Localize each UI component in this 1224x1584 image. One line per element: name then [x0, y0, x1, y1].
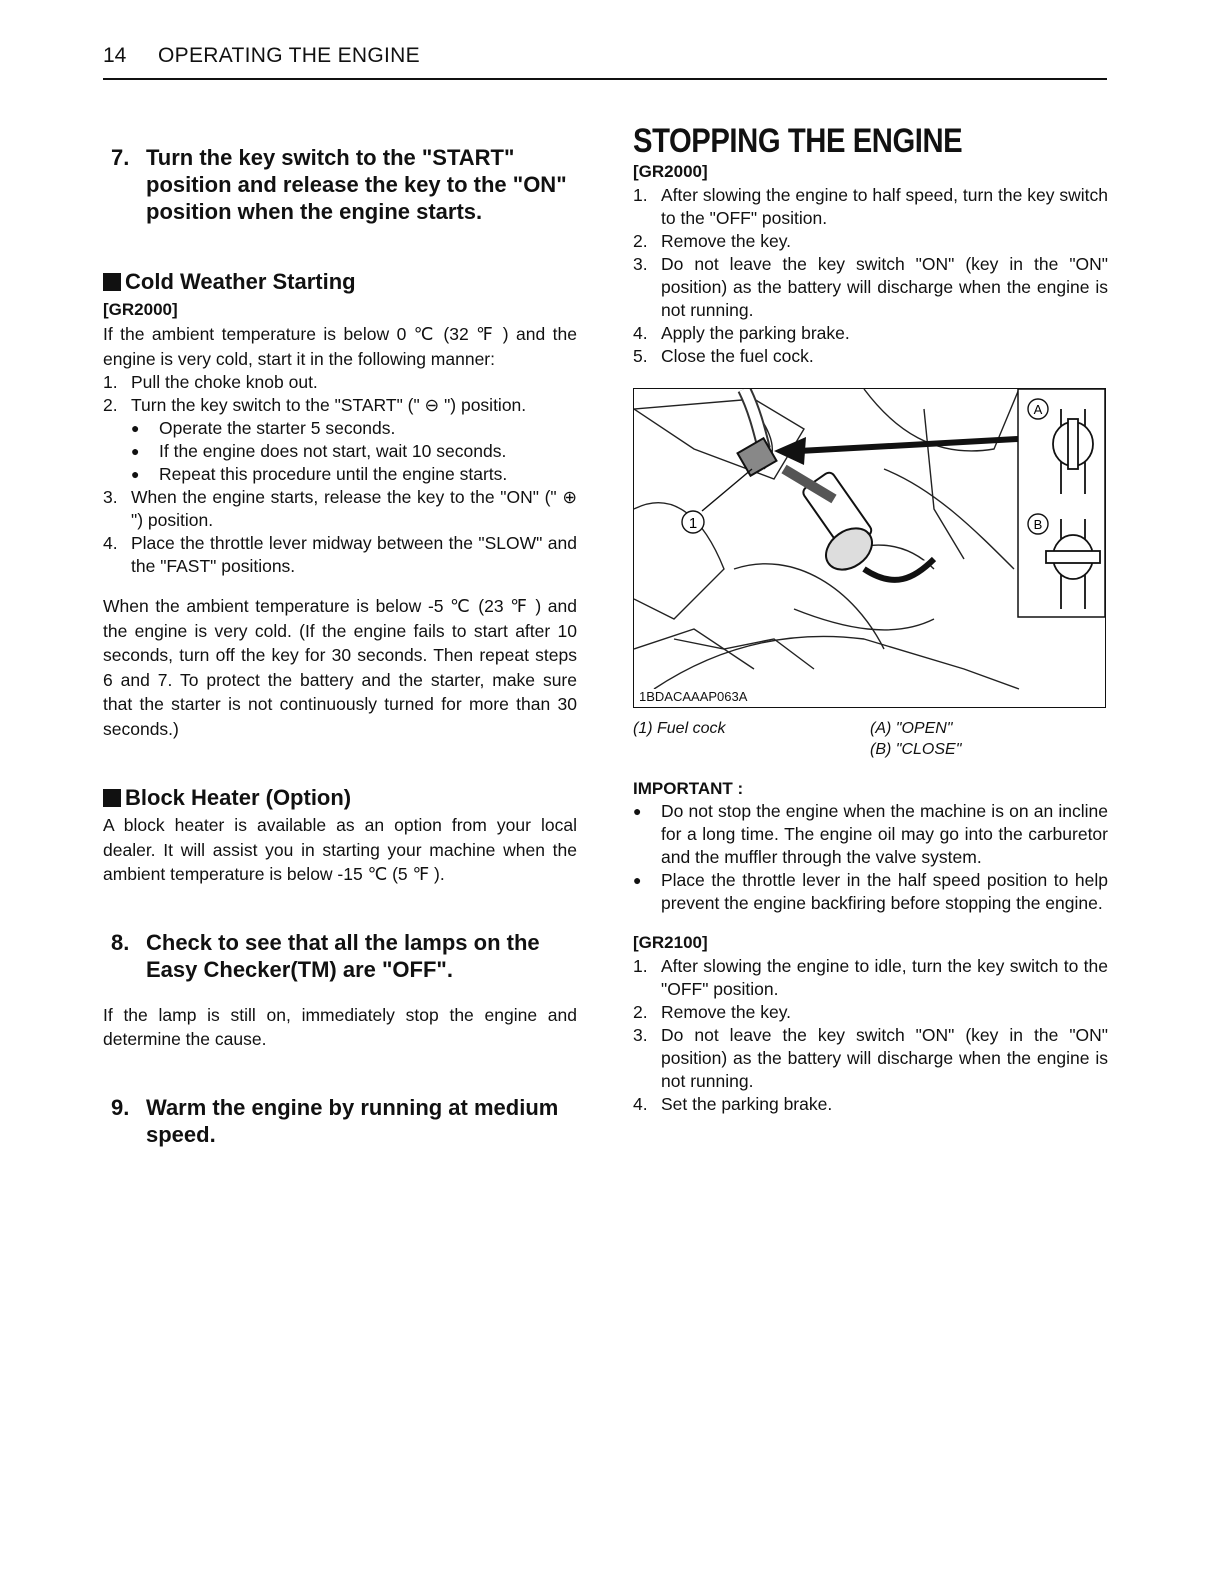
bullet-dot-icon: ● — [131, 443, 140, 459]
important-item: ● Place the throttle lever in the half speed position to help prevent the engine backfiring before stopping the engine. — [633, 870, 1108, 913]
bullet-dot-icon: ● — [633, 872, 642, 888]
running-title: OPERATING THE ENGINE — [158, 44, 420, 67]
model-tag: [GR2000] — [103, 300, 178, 319]
list-item: 3. Do not leave the key switch "ON" (key in the "ON" position) as the battery will discharge when the engine is not running. — [633, 254, 1108, 320]
label-a: A — [1033, 402, 1043, 417]
model-tag: [GR2000] — [633, 162, 708, 181]
list-item: 1. After slowing the engine to half speed, turn the key switch to the "OFF" position. — [633, 185, 1108, 228]
label-b: B — [1033, 517, 1043, 532]
cold-weather-heading: Cold Weather Starting — [103, 269, 577, 295]
step-8: 8. Check to see that all the lamps on the Easy Checker(TM) are "OFF". — [111, 929, 540, 982]
cold-steps — [103, 371, 577, 578]
stop-steps-gr2000 — [633, 184, 1108, 368]
page-header — [103, 42, 1107, 80]
list-item: 4. Place the throttle lever midway between the "SLOW" and the "FAST" positions. — [103, 533, 577, 576]
list-item: 2. Remove the key. — [633, 231, 792, 251]
bullet-item: ● Repeat this procedure until the engine starts. — [131, 464, 508, 484]
fuel-cock-figure — [633, 388, 1106, 708]
bullet-item: ● If the engine does not start, wait 10 seconds. — [131, 441, 507, 461]
square-bullet-icon — [103, 273, 121, 291]
list-item: 2. Turn the key switch to the "START" (" ⊖ ") position. — [103, 395, 527, 415]
cold-note: When the ambient temperature is below -5 ℃ (23 ℉ ) and the engine is very cold. (If the engine fails to start after 10 seconds, turn off the key for 30 seconds. Then repeat steps 6 and 7. To protect the battery and the starter, make sure that the starter is not continuously turned for more than 30 seconds.) — [103, 596, 577, 739]
bullet-dot-icon: ● — [131, 466, 140, 482]
list-item: 1. Pull the choke knob out. — [103, 372, 318, 392]
square-bullet-icon — [103, 789, 121, 807]
list-item: 2. Remove the key. — [633, 1002, 792, 1022]
list-item: 3. When the engine starts, release the key to the "ON" (" ⊕ ") position. — [103, 487, 577, 530]
label-1: 1 — [688, 515, 698, 532]
sub-bullets — [131, 417, 577, 486]
bullet-dot-icon: ● — [131, 420, 140, 436]
cold-intro: If the ambient temperature is below 0 ℃ (32 ℉ ) and the engine is very cold, start it in the following manner: — [103, 324, 577, 369]
section-title: STOPPING THE ENGINE — [633, 122, 963, 160]
list-item: 5. Close the fuel cock. — [633, 346, 814, 366]
list-item: 4. Apply the parking brake. — [633, 323, 850, 343]
left-column — [103, 118, 577, 1148]
step-8-text: If the lamp is still on, immediately stop the engine and determine the cause. — [103, 1004, 577, 1049]
important-label: IMPORTANT : — [633, 779, 744, 798]
step-9: 9. Warm the engine by running at medium speed. — [111, 1094, 559, 1147]
stop-steps-gr2100 — [633, 955, 1108, 1116]
engine-illustration — [634, 389, 1105, 707]
figure-code: 1BDACAAAP063A — [639, 689, 748, 704]
model-tag: [GR2100] — [633, 933, 708, 952]
right-column — [633, 118, 1108, 1116]
list-item: 4. Set the parking brake. — [633, 1094, 833, 1114]
list-item: 1. After slowing the engine to idle, turn the key switch to the "OFF" position. — [633, 956, 1108, 999]
bullet-item: ● Operate the starter 5 seconds. — [131, 418, 396, 438]
page-number: 14 — [103, 44, 127, 67]
block-heater-text: A block heater is available as an option from your local dealer. It will assist you in starting your machine when the ambient temperature is below -15 ℃ (5 ℉ ). — [103, 815, 577, 884]
figure-caption: (1) Fuel cock (A) "OPEN" (B) "CLOSE" — [633, 720, 962, 758]
list-item: 3. Do not leave the key switch "ON" (key in the "ON" position) as the battery will discharge when the engine is not running. — [633, 1025, 1108, 1091]
bullet-dot-icon: ● — [633, 803, 642, 819]
block-heater-heading: Block Heater (Option) — [103, 785, 577, 811]
important-item: ● Do not stop the engine when the machine is on an incline for a long time. The engine oil may go into the carburetor and the muffler through the valve system. — [633, 801, 1108, 867]
step-7: 7. Turn the key switch to the "START" position and release the key to the "ON" position when the engine starts. — [111, 145, 567, 224]
